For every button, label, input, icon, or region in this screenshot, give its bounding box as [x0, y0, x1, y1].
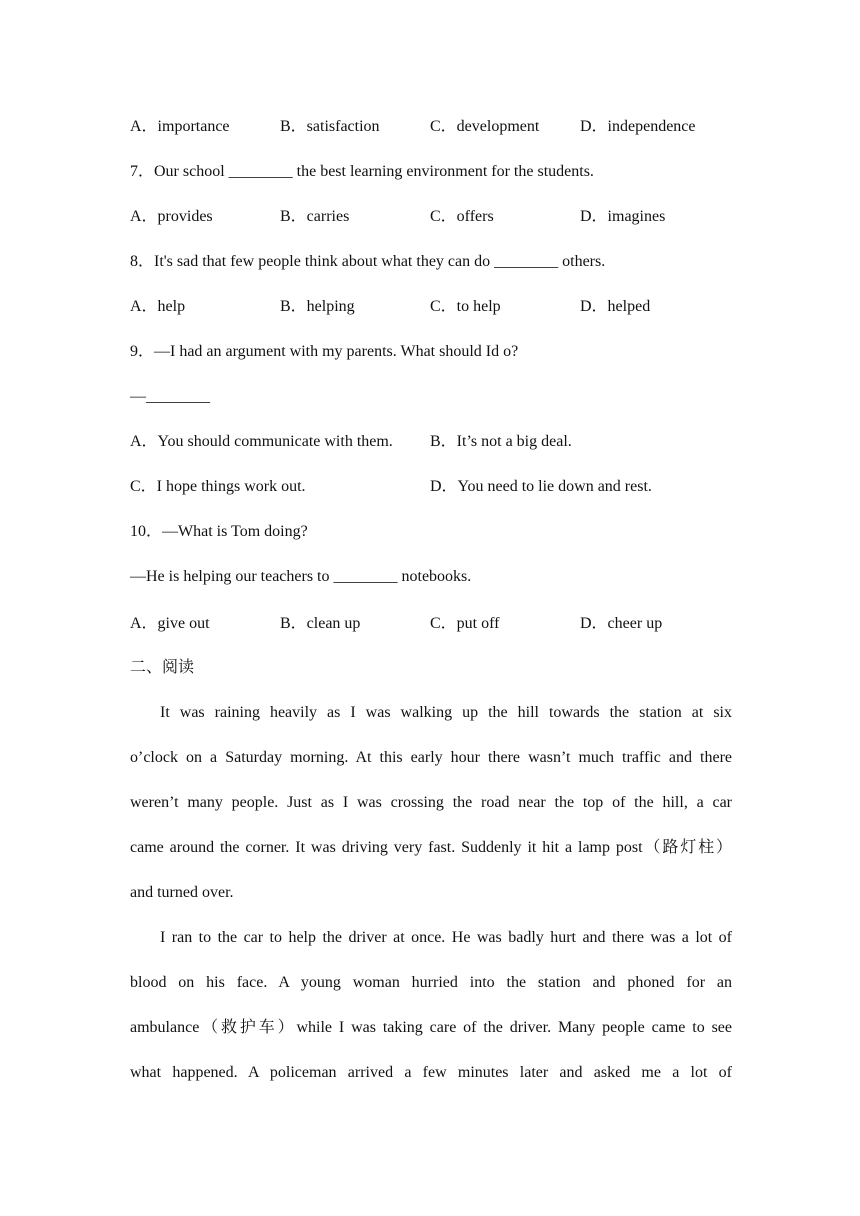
section-heading: 二、阅读: [130, 657, 195, 676]
q8-option-b[interactable]: B．helping: [280, 298, 355, 315]
q10-option-c[interactable]: C．put off: [430, 615, 500, 632]
passage-line: I ran to the car to help the driver at once. He was badly hurt and there was a lot of: [160, 929, 732, 946]
q9-option-d[interactable]: D．You need to lie down and rest.: [430, 478, 652, 495]
q10-option-d[interactable]: D．cheer up: [580, 615, 663, 632]
q9-stem: 9．—I had an argument with my parents. What should Id o?: [130, 343, 519, 360]
q9-reply-blank: —________: [130, 388, 210, 405]
q7-option-b[interactable]: B．carries: [280, 208, 350, 225]
q8-option-a[interactable]: A．help: [130, 298, 186, 315]
q10-reply: —He is helping our teachers to ________ notebooks.: [130, 568, 472, 585]
q6-option-c[interactable]: C．development: [430, 118, 540, 135]
passage-line: It was raining heavily as I was walking up the hill towards the station at six: [160, 704, 732, 721]
q10-option-a[interactable]: A．give out: [130, 615, 210, 632]
passage-line: weren’t many people. Just as I was crossing the road near the top of the hill, a car: [130, 794, 732, 811]
q7-option-a[interactable]: A．provides: [130, 208, 213, 225]
passage-line: what happened. A policeman arrived a few minutes later and asked me a lot of: [130, 1064, 732, 1081]
q6-option-a[interactable]: A．importance: [130, 118, 230, 135]
q6-option-d[interactable]: D．independence: [580, 118, 696, 135]
q10-option-b[interactable]: B．clean up: [280, 615, 361, 632]
q9-option-b[interactable]: B．It’s not a big deal.: [430, 433, 572, 450]
q7-option-d[interactable]: D．imagines: [580, 208, 666, 225]
q8-option-d[interactable]: D．helped: [580, 298, 651, 315]
q8-stem: 8．It's sad that few people think about what they can do ________ others.: [130, 253, 606, 270]
passage-line: came around the corner. It was driving very fast. Suddenly it hit a lamp post（路灯柱）: [130, 839, 732, 856]
passage-line: blood on his face. A young woman hurried into the station and phoned for an: [130, 974, 732, 991]
passage-line: o’clock on a Saturday morning. At this early hour there wasn’t much traffic and there: [130, 749, 732, 766]
q6-option-b[interactable]: B．satisfaction: [280, 118, 380, 135]
q9-option-c[interactable]: C．I hope things work out.: [130, 478, 306, 495]
q10-stem: 10．—What is Tom doing?: [130, 523, 308, 540]
q9-option-a[interactable]: A．You should communicate with them.: [130, 433, 393, 450]
passage-line: and turned over.: [130, 884, 234, 901]
q8-option-c[interactable]: C．to help: [430, 298, 501, 315]
q7-option-c[interactable]: C．offers: [430, 208, 494, 225]
passage-line: ambulance（救护车）while I was taking care of the driver. Many people came to see: [130, 1019, 732, 1036]
q7-stem: 7．Our school ________ the best learning environment for the students.: [130, 163, 594, 180]
